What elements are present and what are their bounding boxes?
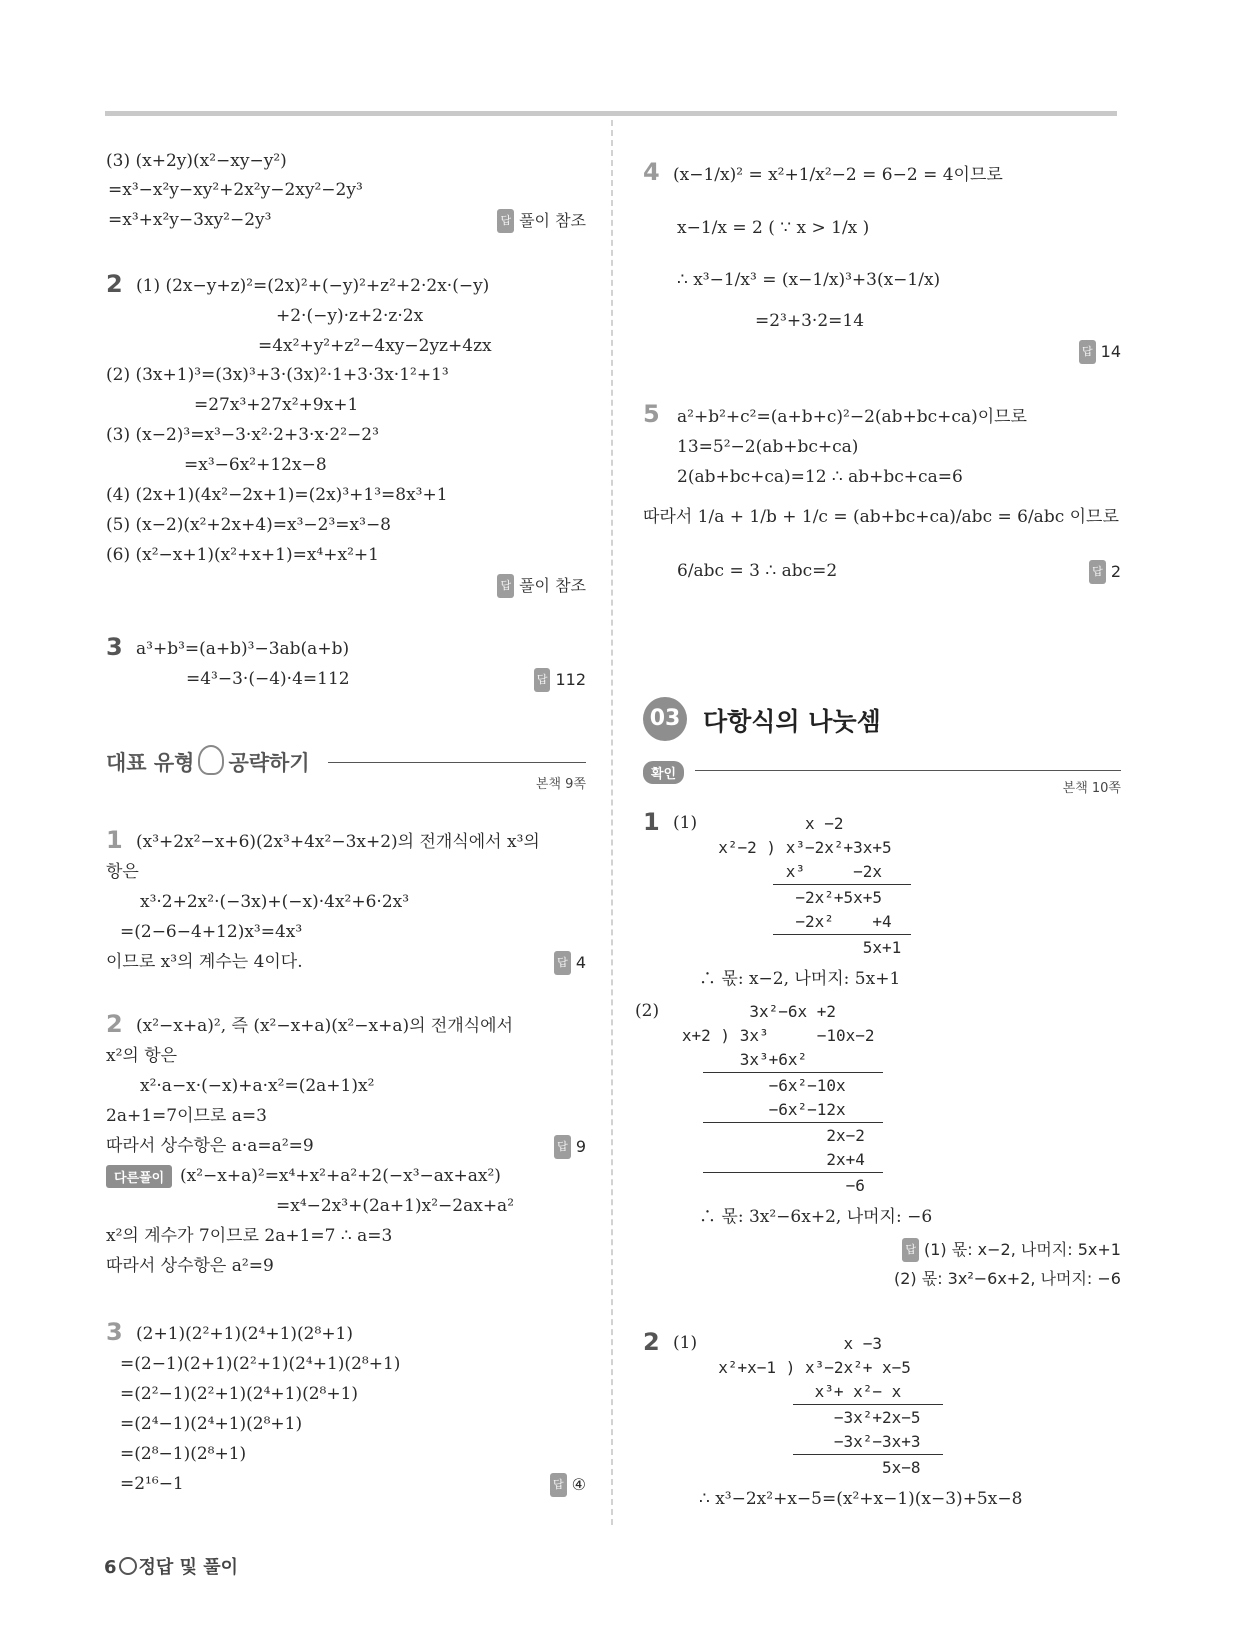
division-rule xyxy=(773,934,911,935)
section-rule xyxy=(328,762,586,763)
p2-line: +2·(−y)·z+2·z·2x xyxy=(276,306,424,326)
answer xyxy=(902,1238,1121,1262)
r2-line: x²·a−x·(−x)+a·x²=(2a+1)x² xyxy=(140,1076,375,1096)
section-title-a: 대표 유형 xyxy=(106,751,195,775)
p4-line: x−1/x = 2 ( ∵ x > 1/x ) xyxy=(677,218,870,238)
p2-line: =x³−6x²+12x−8 xyxy=(184,455,327,475)
division-rule xyxy=(793,1454,943,1455)
division-line: x −2 xyxy=(699,814,844,833)
sub-label: (1) xyxy=(673,813,698,833)
answer-badge: 답 xyxy=(550,1473,567,1497)
p5-line: 13=5²−2(ab+bc+ca) xyxy=(677,437,859,457)
p1-3-line: (3) (x+2y)(x²−xy−y²) xyxy=(106,151,287,171)
page-number: 6 xyxy=(104,1557,117,1578)
section-rule xyxy=(695,770,1121,771)
answer-badge: 답 xyxy=(554,1135,571,1159)
answer-badge: 답 xyxy=(497,209,514,233)
p2-line: (5) (x−2)(x²+2x+4)=x³−2³=x³−8 xyxy=(106,515,391,535)
page-footer xyxy=(104,1553,238,1579)
division-line: 3x²−6x +2 xyxy=(653,1002,837,1021)
answer-badge: 답 xyxy=(1079,340,1096,364)
section-title-b: 공략하기 xyxy=(228,751,310,775)
r3-line: =(2⁸−1)(2⁸+1) xyxy=(120,1444,247,1464)
division-line: x −3 xyxy=(699,1334,883,1353)
lightbulb-icon xyxy=(198,745,224,775)
r1-line: 이므로 x³의 계수는 4이다. xyxy=(106,952,303,972)
alt-line: =x⁴−2x³+(2a+1)x²−2ax+a² xyxy=(276,1196,515,1216)
p3-line: a³+b³=(a+b)³−3ab(a+b) xyxy=(136,639,350,659)
answer-text: 풀이 참조 xyxy=(519,211,586,230)
p1-3-line: =x³−x²y−xy²+2x²y−2xy²−2y³ xyxy=(108,180,363,200)
check-tag: 확인 xyxy=(643,761,684,784)
answer xyxy=(554,951,586,975)
section-title: 다항식의 나눗셈 xyxy=(703,707,881,736)
r1-line: x³·2+2x²·(−3x)+(−x)·4x²+6·2x³ xyxy=(140,892,410,912)
alt-line: (x²−x+a)²=x⁴+x²+a²+2(−x³−ax+ax²) xyxy=(180,1166,501,1186)
r2-line: x²의 항은 xyxy=(106,1046,178,1066)
sub-label: (2) xyxy=(635,1001,660,1021)
p2-line: =4x²+y²+z²−4xy−2yz+4zx xyxy=(258,336,492,356)
section-title xyxy=(106,745,310,777)
division-line: −3x²−3x+3 xyxy=(699,1432,921,1451)
p2-line: (2) (3x+1)³=(3x)³+3·(3x)²·1+3·3x·1²+1³ xyxy=(106,365,449,385)
division-line: 2x+4 xyxy=(653,1150,865,1169)
p3-line: =4³−3·(−4)·4=112 xyxy=(186,669,350,689)
section-number-badge: 03 xyxy=(643,697,687,741)
division-rule xyxy=(773,884,911,885)
answer xyxy=(497,574,586,598)
p4-line: ∴ x³−1/x³ = (x−1/x)³+3(x−1/x) xyxy=(677,270,941,290)
division-line: x²−2 ) x³−2x²+3x+5 xyxy=(699,838,892,857)
r3-line: =(2⁴−1)(2⁴+1)(2⁸+1) xyxy=(120,1414,303,1434)
answer xyxy=(497,209,586,233)
answer-text: 9 xyxy=(575,1137,586,1156)
division-line: −2x² +4 xyxy=(699,912,892,931)
r3-line: (2+1)(2²+1)(2⁴+1)(2⁸+1) xyxy=(136,1324,354,1344)
r1-line: (x³+2x²−x+6)(2x³+4x²−3x+2)의 전개식에서 x³의 xyxy=(136,832,540,852)
division-line: −2x²+5x+5 xyxy=(699,888,883,907)
footer-dot-icon xyxy=(119,1557,137,1575)
p2-line: (4) (2x+1)(4x²−2x+1)=(2x)³+1³=8x³+1 xyxy=(106,485,448,505)
answer-text: 풀이 참조 xyxy=(519,576,586,595)
r2-line: (x²−x+a)², 즉 (x²−x+a)(x²−x+a)의 전개식에서 xyxy=(136,1016,514,1036)
answer xyxy=(550,1473,586,1497)
result-line: ∴ 몫: 3x²−6x+2, 나머지: −6 xyxy=(699,1207,933,1227)
p4-line: =2³+3·2=14 xyxy=(755,311,865,331)
division-line: 5x+1 xyxy=(699,938,902,957)
answer xyxy=(1089,560,1121,584)
alt-solution-tag: 다른풀이 xyxy=(106,1165,172,1188)
footer-label: 정답 및 풀이 xyxy=(138,1557,239,1578)
problem-number: 4 xyxy=(643,158,660,186)
answer-text: 4 xyxy=(575,953,586,972)
result-line: ∴ 몫: x−2, 나머지: 5x+1 xyxy=(699,969,901,989)
division-line: x²+x−1 ) x³−2x²+ x−5 xyxy=(699,1358,911,1377)
division-rule xyxy=(703,1072,883,1073)
division-line: x+2 ) 3x³ −10x−2 xyxy=(653,1026,875,1045)
p1-3-line: =x³+x²y−3xy²−2y³ xyxy=(108,210,272,230)
answer-badge: 답 xyxy=(497,574,514,598)
division-line: −3x²+2x−5 xyxy=(699,1408,921,1427)
answer-text: ④ xyxy=(571,1475,586,1494)
answer xyxy=(534,668,586,692)
answer-badge: 답 xyxy=(902,1238,919,1262)
sub-label: (1) xyxy=(673,1333,698,1353)
problem-number: 2 xyxy=(106,270,123,298)
division-line: 3x³+6x² xyxy=(653,1050,808,1069)
answer-text: 2 xyxy=(1110,562,1121,581)
division-line: −6x²−12x xyxy=(653,1100,846,1119)
p4-line: (x−1/x)² = x²+1/x²−2 = 6−2 = 4이므로 xyxy=(673,165,1003,185)
r3-line: =(2²−1)(2²+1)(2⁴+1)(2⁸+1) xyxy=(120,1384,359,1404)
top-rule xyxy=(105,111,1117,116)
p2-line: (1) (2x−y+z)²=(2x)²+(−y)²+z²+2·2x·(−y) xyxy=(136,276,490,296)
division-line: −6 xyxy=(653,1176,865,1195)
r1-line: 항은 xyxy=(106,862,139,882)
r1-line: =(2−6−4+12)x³=4x³ xyxy=(120,922,303,942)
result-line: ∴ x³−2x²+x−5=(x²+x−1)(x−3)+5x−8 xyxy=(699,1489,1023,1509)
page-reference: 본책 10쪽 xyxy=(1062,781,1121,796)
p5-line: 따라서 1/a + 1/b + 1/c = (ab+bc+ca)/abc = 6/abc 이므로 xyxy=(643,507,1119,527)
answer-badge: 답 xyxy=(534,668,551,692)
division-line: x³+ x²− x xyxy=(699,1382,902,1401)
division-rule xyxy=(703,1122,883,1123)
division-rule xyxy=(703,1172,883,1173)
p2-line: (6) (x²−x+1)(x²+x+1)=x⁴+x²+1 xyxy=(106,545,379,565)
problem-number: 5 xyxy=(643,400,660,428)
problem-number: 2 xyxy=(106,1010,123,1038)
p5-line: a²+b²+c²=(a+b+c)²−2(ab+bc+ca)이므로 xyxy=(677,407,1027,427)
answer-badge: 답 xyxy=(1089,560,1106,584)
p5-line: 6/abc = 3 ∴ abc=2 xyxy=(677,561,838,581)
problem-number: 3 xyxy=(106,633,123,661)
division-line: 2x−2 xyxy=(653,1126,865,1145)
division-line: −6x²−10x xyxy=(653,1076,846,1095)
problem-number: 2 xyxy=(643,1328,660,1356)
page-reference: 본책 9쪽 xyxy=(535,777,586,792)
problem-number: 3 xyxy=(106,1318,123,1346)
r3-line: =2¹⁶−1 xyxy=(120,1474,184,1494)
r3-line: =(2−1)(2+1)(2²+1)(2⁴+1)(2⁸+1) xyxy=(120,1354,401,1374)
answer-badge: 답 xyxy=(554,951,571,975)
answer-text: 112 xyxy=(555,670,586,689)
problem-number: 1 xyxy=(106,826,123,854)
answer xyxy=(1079,340,1121,364)
division-line: 5x−8 xyxy=(699,1458,921,1477)
p2-line: =27x³+27x²+9x+1 xyxy=(194,395,359,415)
answer-text: (2) 몫: 3x²−6x+2, 나머지: −6 xyxy=(894,1269,1121,1288)
division-line: x³ −2x xyxy=(699,862,883,881)
answer-text: 14 xyxy=(1100,342,1121,361)
column-divider xyxy=(611,120,613,1525)
alt-line: 따라서 상수항은 a²=9 xyxy=(106,1256,274,1276)
r2-line: 따라서 상수항은 a·a=a²=9 xyxy=(106,1136,314,1156)
p5-line: 2(ab+bc+ca)=12 ∴ ab+bc+ca=6 xyxy=(677,467,963,487)
answer-text: (1) 몫: x−2, 나머지: 5x+1 xyxy=(924,1240,1121,1259)
division-rule xyxy=(793,1404,943,1405)
r2-line: 2a+1=7이므로 a=3 xyxy=(106,1106,267,1126)
p2-line: (3) (x−2)³=x³−3·x²·2+3·x·2²−2³ xyxy=(106,425,379,445)
problem-number: 1 xyxy=(643,808,660,836)
answer xyxy=(554,1135,586,1159)
alt-line: x²의 계수가 7이므로 2a+1=7 ∴ a=3 xyxy=(106,1226,393,1246)
